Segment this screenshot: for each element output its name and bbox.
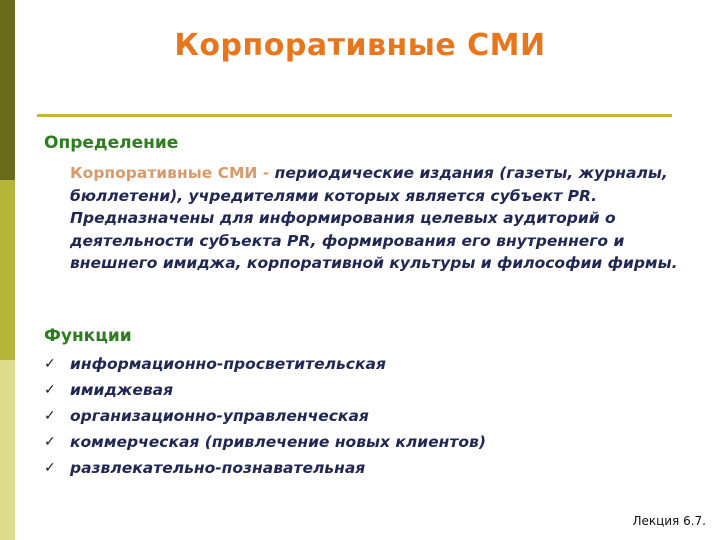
functions-heading: Функции bbox=[44, 326, 132, 346]
function-label: организационно-управленческая bbox=[70, 407, 369, 425]
function-item bbox=[44, 351, 486, 377]
checkmark-icon: ✓ bbox=[44, 408, 56, 424]
left-stripe-mid bbox=[0, 180, 15, 360]
definition-text: периодические издания (газеты, журналы, бюллетени), учредителями которых является субъект PR. Предназначены для информирования целевых аудиторий о деятельности субъекта PR, формирования его внутреннего и внешнего имиджа, корпоративной культуры и философии фирмы. bbox=[70, 164, 678, 272]
functions-list bbox=[44, 351, 486, 481]
title-divider bbox=[37, 114, 672, 117]
definition-term: Корпоративные СМИ - bbox=[70, 164, 270, 182]
checkmark-icon: ✓ bbox=[44, 382, 56, 398]
function-item bbox=[44, 403, 486, 429]
checkmark-icon: ✓ bbox=[44, 434, 56, 450]
checkmark-icon: ✓ bbox=[44, 356, 56, 372]
definition-heading: Определение bbox=[44, 133, 179, 153]
function-item bbox=[44, 377, 486, 403]
function-label: имиджевая bbox=[70, 381, 174, 399]
definition-paragraph bbox=[70, 162, 680, 275]
left-stripe-dark bbox=[0, 0, 15, 180]
function-item bbox=[44, 429, 486, 455]
checkmark-icon: ✓ bbox=[44, 460, 56, 476]
function-label: коммерческая (привлечение новых клиентов) bbox=[70, 433, 486, 451]
left-stripe-light bbox=[0, 360, 15, 540]
function-label: информационно-просветительская bbox=[70, 355, 386, 373]
lecture-number: Лекция 6.7. bbox=[632, 514, 706, 528]
slide-title: Корпоративные СМИ bbox=[174, 28, 546, 63]
function-label: развлекательно-познавательная bbox=[70, 459, 366, 477]
function-item bbox=[44, 455, 486, 481]
